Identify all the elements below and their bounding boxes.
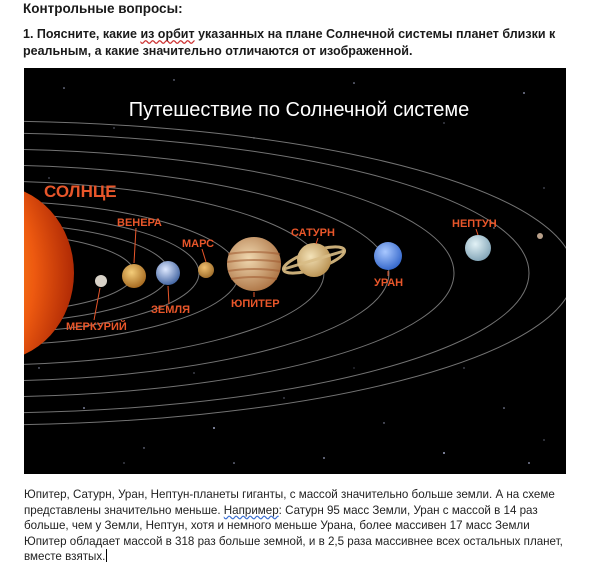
earth-label: ЗЕМЛЯ	[151, 304, 191, 316]
neptune-graphic	[465, 235, 491, 261]
section-heading: Контрольные вопросы:	[23, 1, 183, 16]
venus-label: ВЕНЕРА	[117, 217, 162, 229]
jupiter-graphic	[227, 237, 281, 291]
answer-part-1: Юпитер, Сатурн, Уран, Нептун-планеты гиганты, с массой значительно больше земли. А на схеме представлены значительно меньше.	[24, 488, 555, 517]
solar-system-illustration	[24, 68, 566, 474]
venus-graphic	[122, 264, 146, 288]
text-cursor	[106, 549, 107, 562]
grammar-underlined-text: Например	[223, 503, 279, 517]
uranus-label: УРАН	[374, 277, 404, 289]
saturn-label: САТУРН	[291, 227, 335, 239]
neptune-label: НЕПТУН	[452, 218, 497, 230]
question-text	[23, 26, 583, 60]
figure-title: Путешествие по Солнечной системе	[128, 99, 470, 121]
answer-text	[24, 487, 569, 565]
earth-graphic	[156, 261, 180, 285]
question-part-1: 1. Поясните, какие	[23, 27, 141, 41]
mars-label: МАРС	[182, 238, 215, 250]
question-part-2: указанных на плане Солнечной системы планет близки к реальным, а какие значительно отличаются от изображенной.	[23, 27, 556, 58]
answer-part-2: : Сатурн 95 масс Земли, Уран с массой в 14 раз больше, чем у Земли, Нептун, хотя и немного меньше Урана, более массивен 17 масс Земли Юпитер обладает массой в 318 раз больше земной, и в 2,5 раза массивнее всех остальных планет, вместе взятых.	[24, 503, 563, 564]
sun-label: СОЛНЦЕ	[44, 182, 117, 201]
spellcheck-underlined-text: из орбит	[140, 27, 195, 41]
mercury-graphic	[95, 275, 107, 287]
mercury-label: МЕРКУРИЙ	[66, 321, 127, 333]
uranus-graphic	[374, 242, 402, 270]
mars-graphic	[198, 262, 214, 278]
jupiter-label: ЮПИТЕР	[231, 298, 280, 310]
solar-system-image	[24, 68, 566, 474]
pluto-graphic	[537, 233, 543, 239]
